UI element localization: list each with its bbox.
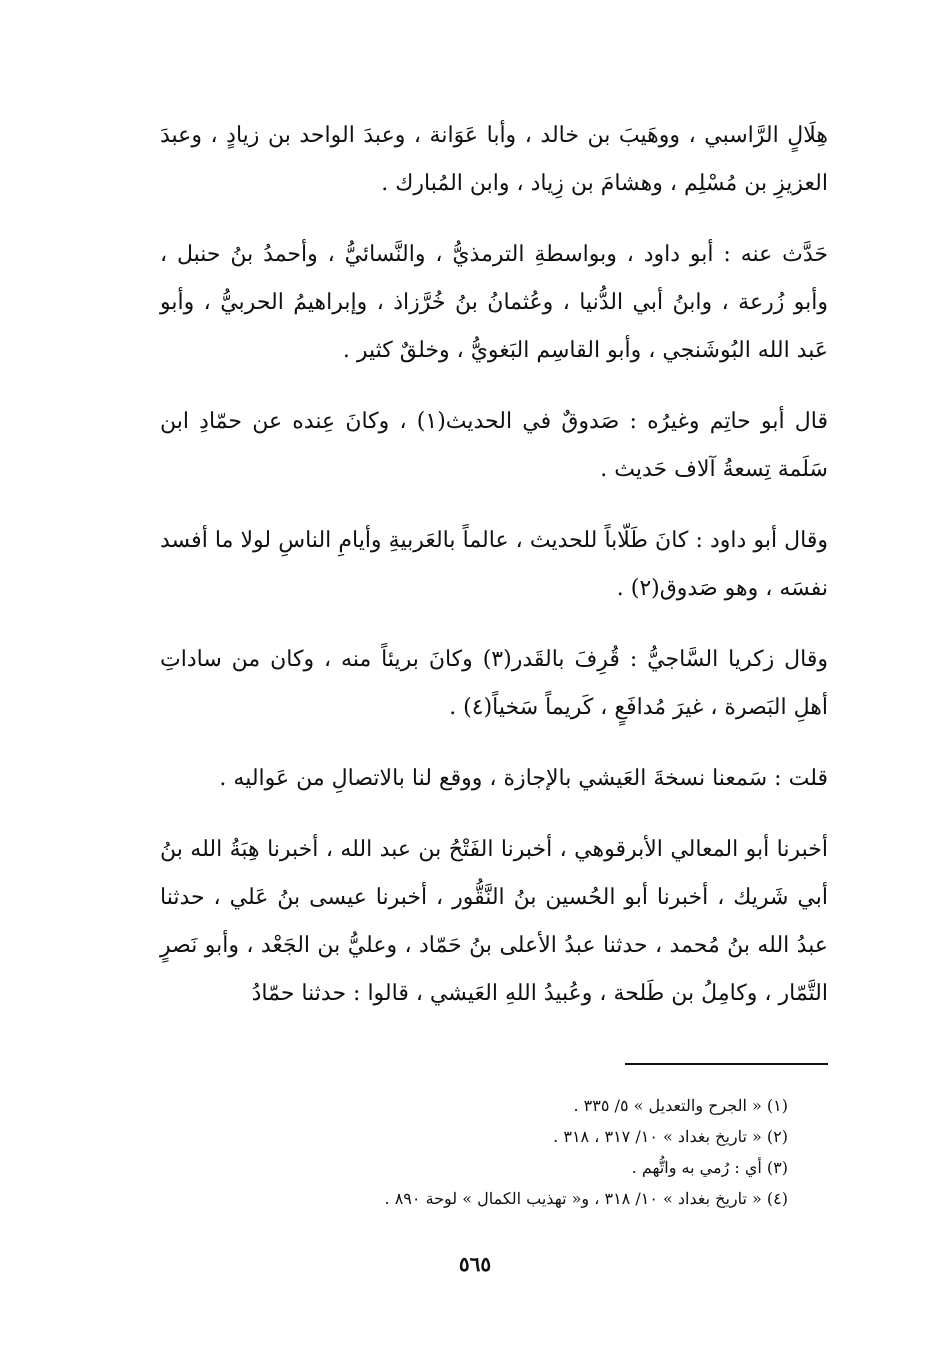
paragraph-transmitted-from-him: حَدَّث عنه : أبو داود ، وبواسطةِ الترمذيُّ ، والنَّسائيُّ ، وأحمدُ بنُ حنبل ، وأبو زُرعة ، وابنُ أبي الدُّنيا ، وعُثمانُ بنُ خُرَّزاذ ، وإبراهيمُ الحربيُّ ، وأبو عَبد الله البُوشَنجي ، وأبو القاسِم البَغويُّ ، وخلقٌ كثير . xyxy=(160,242,828,363)
footnotes xyxy=(240,1090,788,1214)
paragraph-zakariya-saji: وقال زكريا السَّاجيُّ : قُرِفَ بالقَدر(٣) وكانَ بريئاً منه ، وكان من ساداتِ أهلِ البَصرة ، غيرَ مُدافَعٍ ، كَريماً سَخياً(٤) . xyxy=(160,647,828,720)
footnote-divider xyxy=(625,1063,828,1065)
paragraph-narrators-list: هِلَالٍ الرَّاسبي ، ووهَيبَ بن خالد ، وأبا عَوَانة ، وعبدَ الواحد بن زيادٍ ، وعبدَ العزيزِ بن مُسْلِم ، وهشامَ بن زِياد ، وابن المُبارك . xyxy=(160,123,828,196)
footnote-1: (١) « الجرح والتعديل » ٥/ ٣٣٥ . xyxy=(573,1096,788,1115)
footnote-3: (٣) أي : رُمي به واتُّهم . xyxy=(631,1158,788,1177)
footnote-4: (٤) « تاريخ بغداد » ١٠/ ٣١٨ ، و« تهذيب الكمال » لوحة ٨٩٠ . xyxy=(384,1189,788,1208)
paragraph-abu-dawud: وقال أبو داود : كانَ طَلّاباً للحديث ، عالماً بالعَربيةِ وأيامِ الناسِ لولا ما أفسد نفسَه ، وهو صَدوق(٢) . xyxy=(160,528,828,601)
paragraph-abu-hatim: قال أبو حاتِم وغيرُه : صَدوقٌ في الحديث(١) ، وكانَ عِنده عن حمّادِ ابن سَلَمة تِسعةُ آلاف حَديث . xyxy=(160,409,828,482)
footnote-2: (٢) « تاريخ بغداد » ١٠/ ٣١٧ ، ٣١٨ . xyxy=(553,1127,788,1146)
paragraph-isnad-chain: أخبرنا أبو المعالي الأبرقوهي ، أخبرنا الفَتْحُ بن عبد الله ، أخبرنا هِبَةُ الله بنُ أبي شَريك ، أخبرنا أبو الحُسين بنُ النَّقُّور ، أخبرنا عيسى بنُ عَلي ، حدثنا عبدُ الله بنُ مُحمد ، حدثنا عبدُ الأعلى بنُ حَمّاد ، وعليُّ بن الجَعْد ، وأبو نَصرٍ التَّمّار ، وكامِلُ بن طَلحة ، وعُبيدُ اللهِ العَيشي ، قالوا : حدثنا حمّادُ xyxy=(160,837,828,1006)
main-text xyxy=(160,112,828,1018)
page-number: ٥٦٥ xyxy=(458,1252,492,1276)
paragraph-author-note: قلت : سَمعنا نسخةَ العَيشي بالإجازة ، ووقع لنا بالاتصالِ من عَواليه . xyxy=(219,766,828,791)
